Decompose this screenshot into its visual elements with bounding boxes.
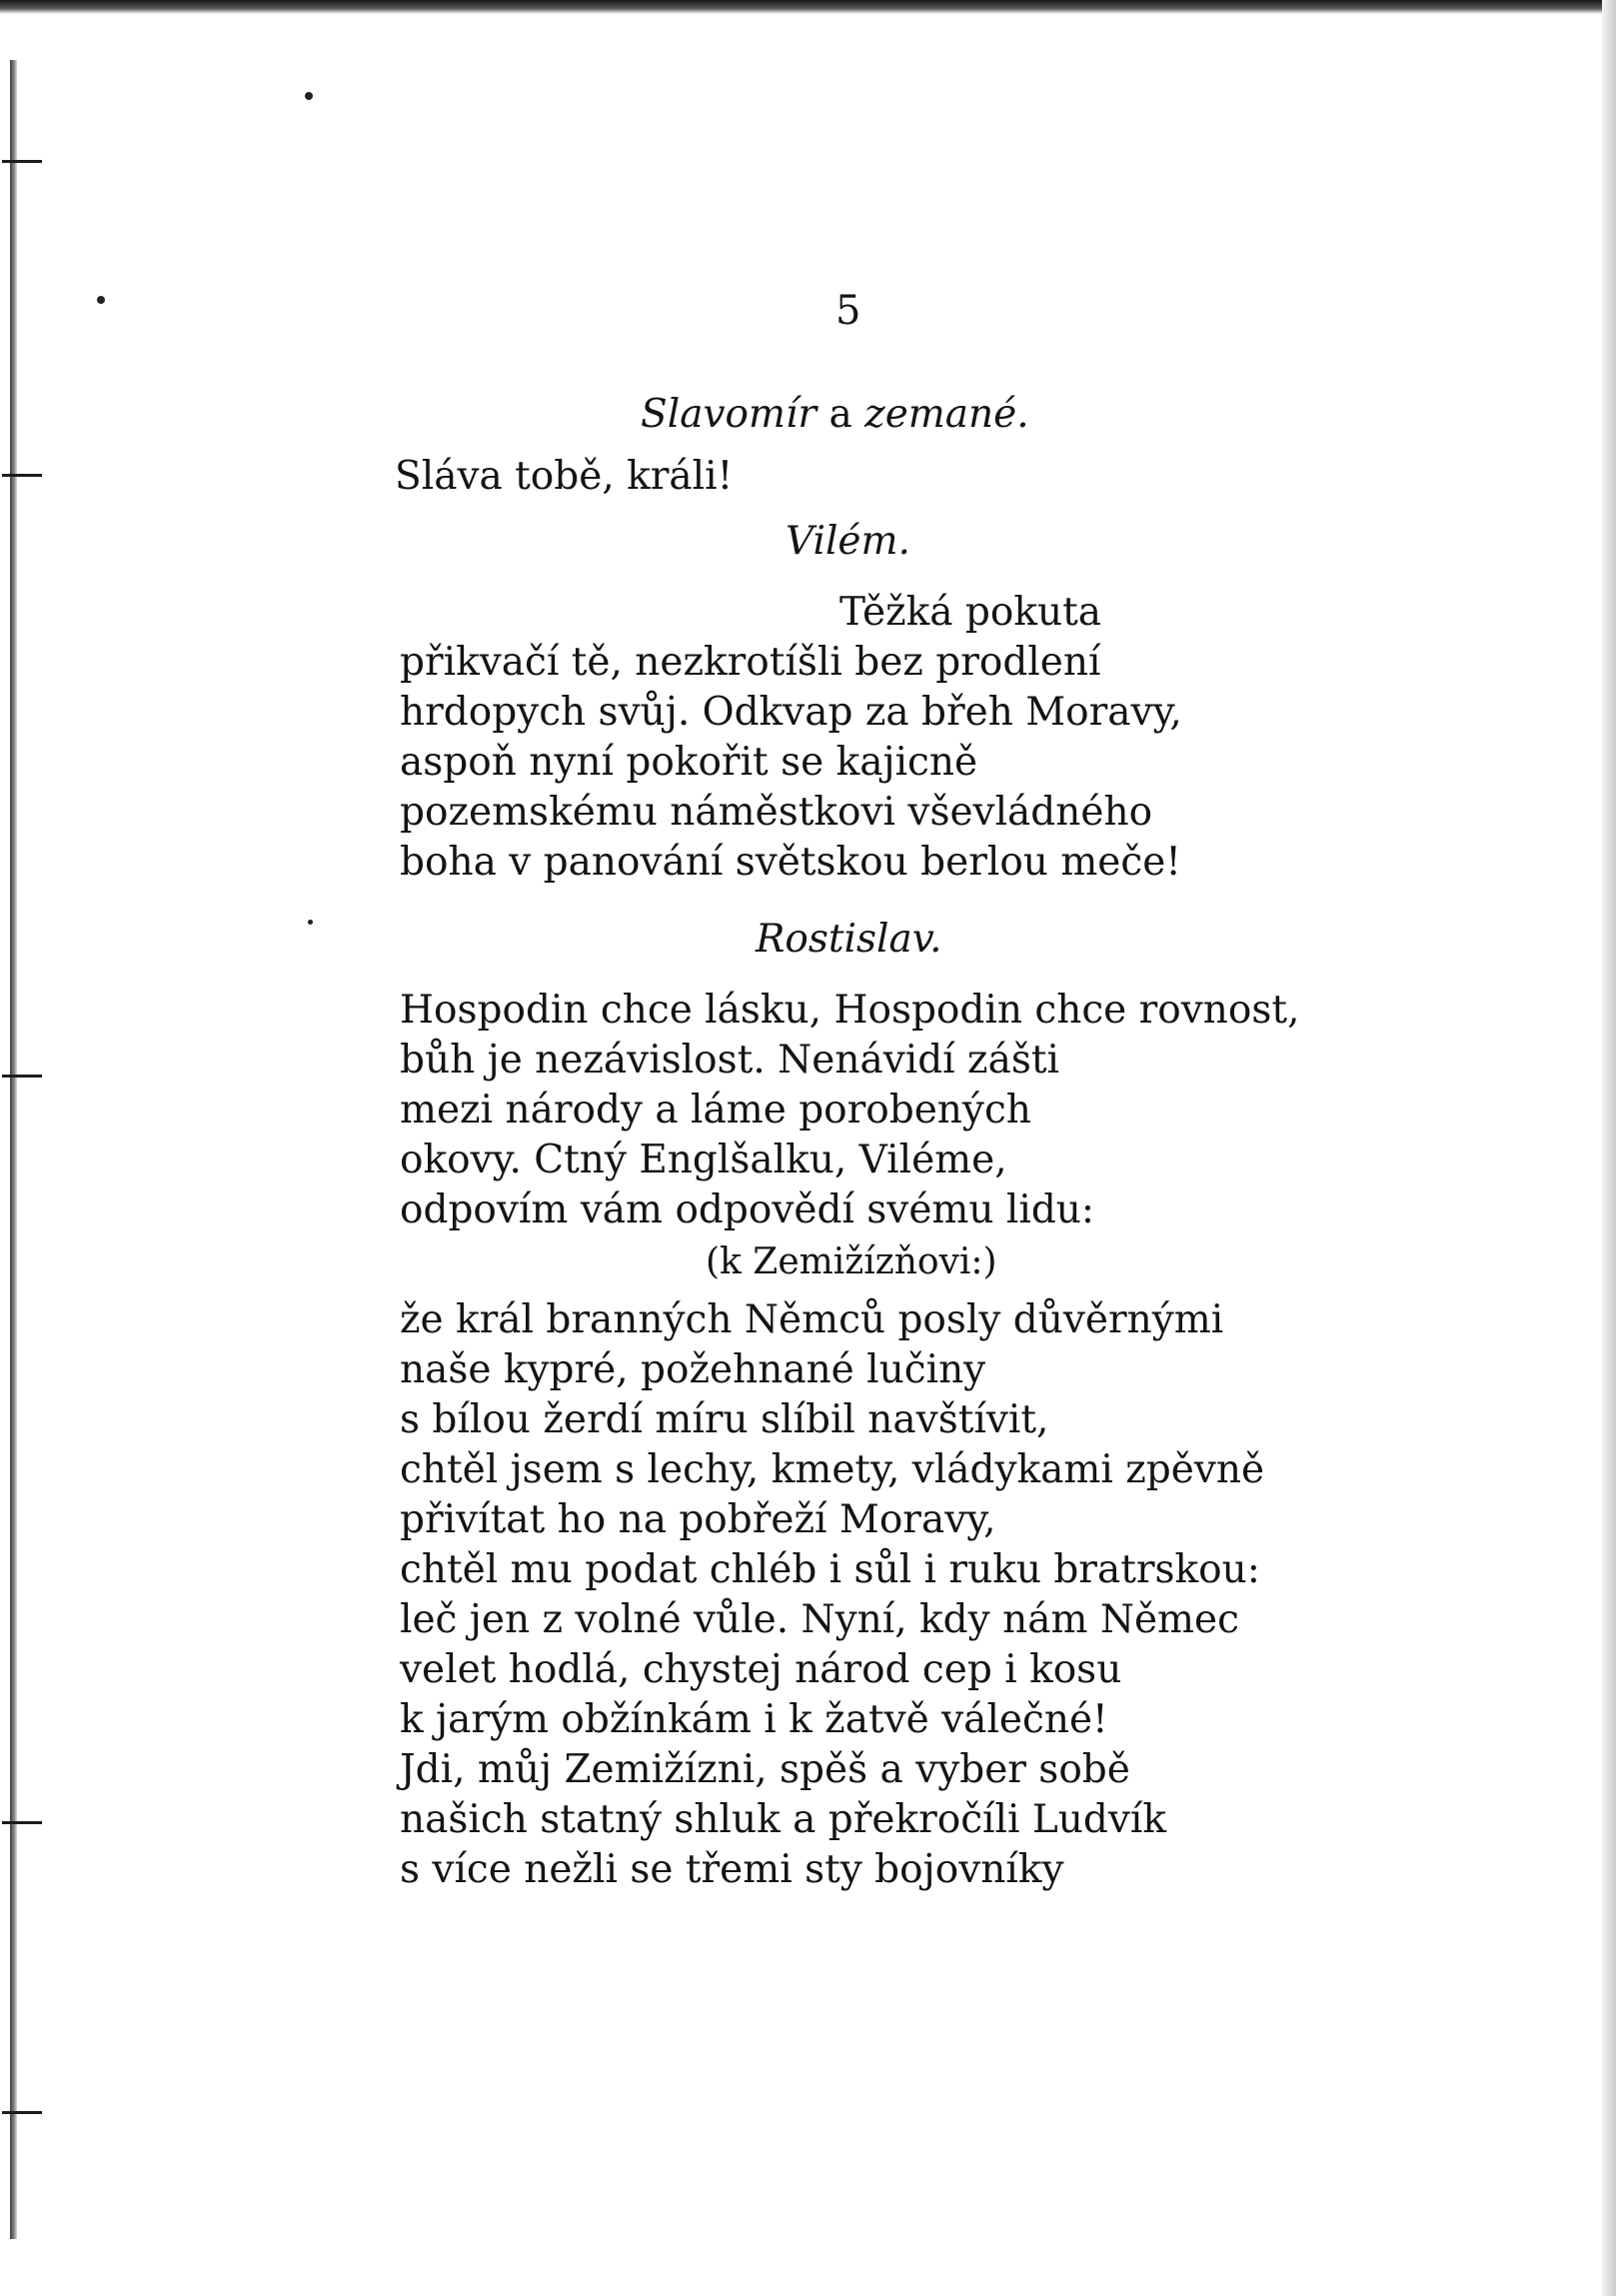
verse-line: k jarým obžínkám i k žatvě válečné!: [400, 1697, 1108, 1742]
verse-line: Jdi, můj Zemižízni, spěš a vyber sobě: [400, 1747, 1130, 1792]
scan-speck: [97, 296, 105, 304]
speaker-name: Slavomír: [641, 392, 817, 437]
verse-line: s bílou žerdí míru slíbil navštívit,: [400, 1397, 1049, 1442]
verse-line: Hospodin chce lásku, Hospodin chce rovnost,: [400, 988, 1300, 1033]
verse-line: že král branných Němců posly důvěrnými: [400, 1297, 1224, 1342]
scan-mark: [2, 1075, 42, 1078]
verse-line: přikvačí tě, nezkrotíšli bez prodlení: [400, 640, 1101, 685]
verse-line: velet hodlá, chystej národ cep i kosu: [400, 1647, 1122, 1692]
stage-direction: (k Zemižízňovi:): [706, 1241, 997, 1282]
scan-top-edge: [0, 0, 1616, 14]
binding-edge: [10, 60, 17, 2239]
scan-speck: [305, 92, 313, 100]
scan-mark: [2, 474, 42, 477]
verse-line: leč jen z volné vůle. Nyní, kdy nám Němec: [400, 1597, 1239, 1642]
scan-right-edge: [1602, 0, 1616, 2296]
verse-line: boha v panování světskou berlou meče!: [400, 840, 1181, 885]
verse-line: bůh je nezávislost. Nenávidí zášti: [400, 1038, 1059, 1083]
verse-line: aspoň nyní pokořit se kajicně: [400, 740, 978, 785]
verse-line: našich statný shluk a překročíli Ludvík: [400, 1797, 1166, 1842]
verse-line: mezi národy a láme porobených: [400, 1088, 1031, 1133]
verse-line: hrdopych svůj. Odkvap za břeh Moravy,: [400, 690, 1182, 735]
speaker-conjunction: a: [828, 392, 852, 437]
scan-mark: [2, 160, 42, 163]
verse-line: Těžká pokuta: [839, 590, 1102, 635]
verse-line: odpovím vám odpovědí svému lidu:: [400, 1187, 1095, 1232]
scan-mark: [2, 1821, 42, 1824]
verse-line: pozemskému náměstkovi vševládného: [400, 790, 1153, 835]
speaker-heading: Rostislav.: [756, 917, 942, 962]
verse-line: přivítat ho na pobřeží Moravy,: [400, 1497, 996, 1542]
page-number: 5: [835, 288, 861, 334]
scan-speck: [308, 920, 313, 925]
verse-line: chtěl mu podat chléb i sůl i ruku bratrskou:: [400, 1547, 1260, 1592]
verse-line: okovy. Ctný Englšalku, Viléme,: [400, 1138, 1007, 1182]
speaker-heading: [641, 390, 1029, 440]
verse-line: s více nežli se třemi sty bojovníky: [400, 1847, 1064, 1892]
speaker-name: zemané.: [864, 392, 1029, 437]
verse-line: Sláva tobě, králi!: [395, 454, 734, 499]
speaker-heading: Vilém.: [786, 519, 910, 564]
scan-mark: [2, 2111, 42, 2114]
verse-line: chtěl jsem s lechy, kmety, vládykami zpěvně: [400, 1447, 1265, 1492]
verse-line: naše kypré, požehnané lučiny: [400, 1347, 986, 1392]
